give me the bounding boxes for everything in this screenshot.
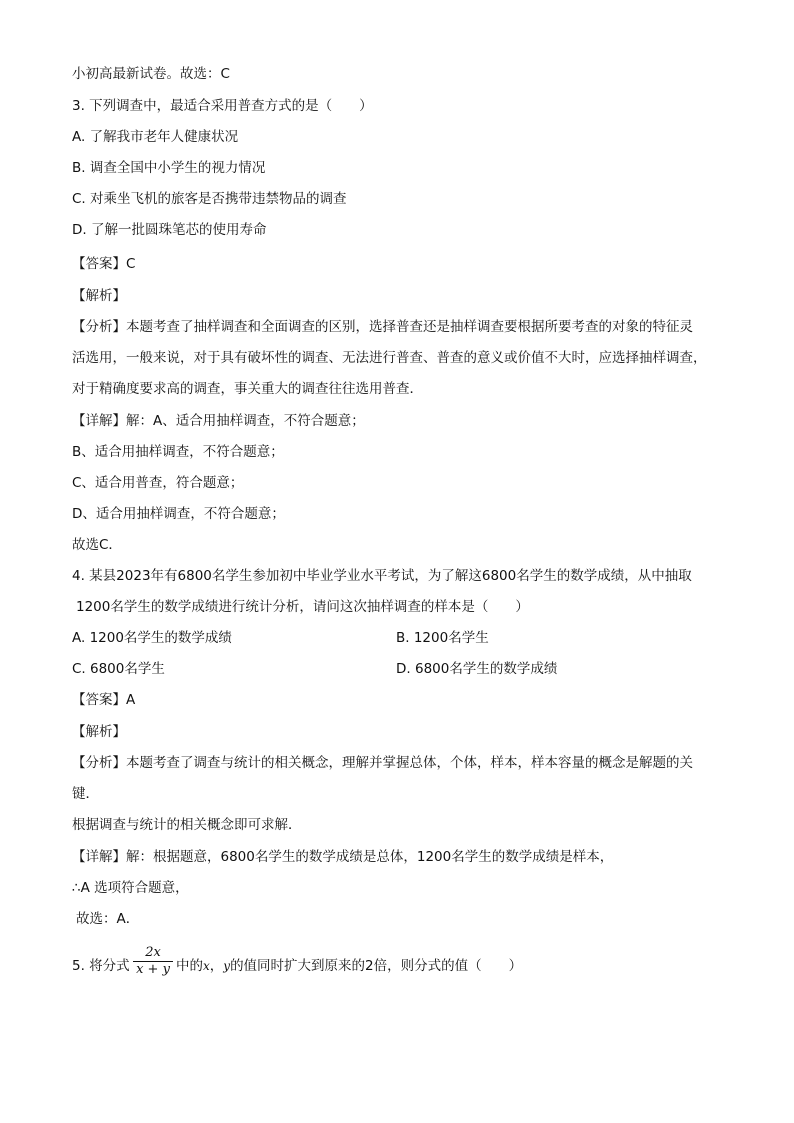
q3-option-b: B. 调查全国中小学生的视力情况 — [72, 160, 266, 176]
q5-fraction-denominator: x + y — [136, 962, 170, 977]
q3-analysis-line: 对于精确度要求高的调查，事关重大的调查往往选用普查． — [72, 381, 423, 397]
q4-option-d: D. 6800名学生的数学成绩 — [396, 661, 558, 677]
q3-analysis-line: 【分析】本题考查了抽样调查和全面调查的区别，选择普查还是抽样调查要根据所要考查的对象的特征灵 — [72, 319, 693, 335]
q5-var-y: y — [223, 959, 231, 973]
q5-suffix-text: 的值同时扩大到原来的2倍，则分式的值（ ） — [230, 958, 523, 974]
q3-detail-line: C、适合用普查，符合题意； — [72, 475, 244, 491]
q4-detail-line: 【详解】解：根据题意，6800名学生的数学成绩是总体，1200名学生的数学成绩是样本， — [72, 849, 614, 865]
q5-stem-prefix: 5. 将分式 — [72, 958, 130, 974]
q4-analysis-label: 【解析】 — [72, 724, 126, 740]
q3-stem: 3. 下列调查中，最适合采用普查方式的是（ ） — [72, 98, 373, 114]
q5-fraction — [132, 945, 174, 978]
q3-analysis-line: 活选用，一般来说，对于具有破坏性的调查、无法进行普查、普查的意义或价值不大时，应选择抽样调查， — [72, 350, 707, 366]
q3-option-c: C. 对乘坐飞机的旅客是否携带违禁物品的调查 — [72, 191, 347, 207]
q4-analysis-line: 根据调查与统计的相关概念即可求解． — [72, 817, 302, 833]
q4-stem-line: 4. 某县2023年有6800名学生参加初中毕业学业水平考试，为了解这6800名学生的数学成绩，从中抽取 — [72, 568, 692, 584]
q5-fraction-numerator: 2x — [145, 945, 161, 960]
q5-mid-text: 中的 — [176, 958, 203, 974]
q3-detail-line: B、适合用抽样调查，不符合题意； — [72, 444, 284, 460]
q3-detail-line: D、适合用抽样调查，不符合题意； — [72, 506, 285, 522]
q4-option-b: B. 1200名学生 — [396, 630, 489, 646]
q3-option-a: A. 了解我市老年人健康状况 — [72, 129, 239, 145]
q4-stem-line: 1200名学生的数学成绩进行统计分析，请问这次抽样调查的样本是（ ） — [76, 599, 529, 615]
q3-detail-line: 【详解】解：A、适合用抽样调查，不符合题意； — [72, 413, 365, 429]
q4-option-a: A. 1200名学生的数学成绩 — [72, 630, 232, 646]
q4-detail-line: 故选：A． — [76, 911, 140, 927]
q5-var-x: x — [203, 959, 210, 973]
q4-analysis-line: 【分析】本题考查了调查与统计的相关概念，理解并掌握总体，个体，样本，样本容量的概念是解题的关 — [72, 755, 693, 771]
q4-analysis-line: 键． — [72, 786, 99, 802]
q5-separator: ， — [209, 958, 224, 974]
q5-stem-rest — [176, 956, 522, 976]
q3-answer: 【答案】C — [72, 256, 136, 272]
q3-analysis-label: 【解析】 — [72, 288, 126, 304]
q4-detail-line: ∴A 选项符合题意， — [72, 880, 189, 896]
q3-detail-line: 故选C． — [72, 537, 122, 553]
q4-option-c: C. 6800名学生 — [72, 661, 165, 677]
prev-answer-line: 小初高最新试卷。故选：C — [72, 66, 230, 82]
q4-answer: 【答案】A — [72, 692, 136, 708]
q3-option-d: D. 了解一批圆珠笔芯的使用寿命 — [72, 222, 267, 238]
